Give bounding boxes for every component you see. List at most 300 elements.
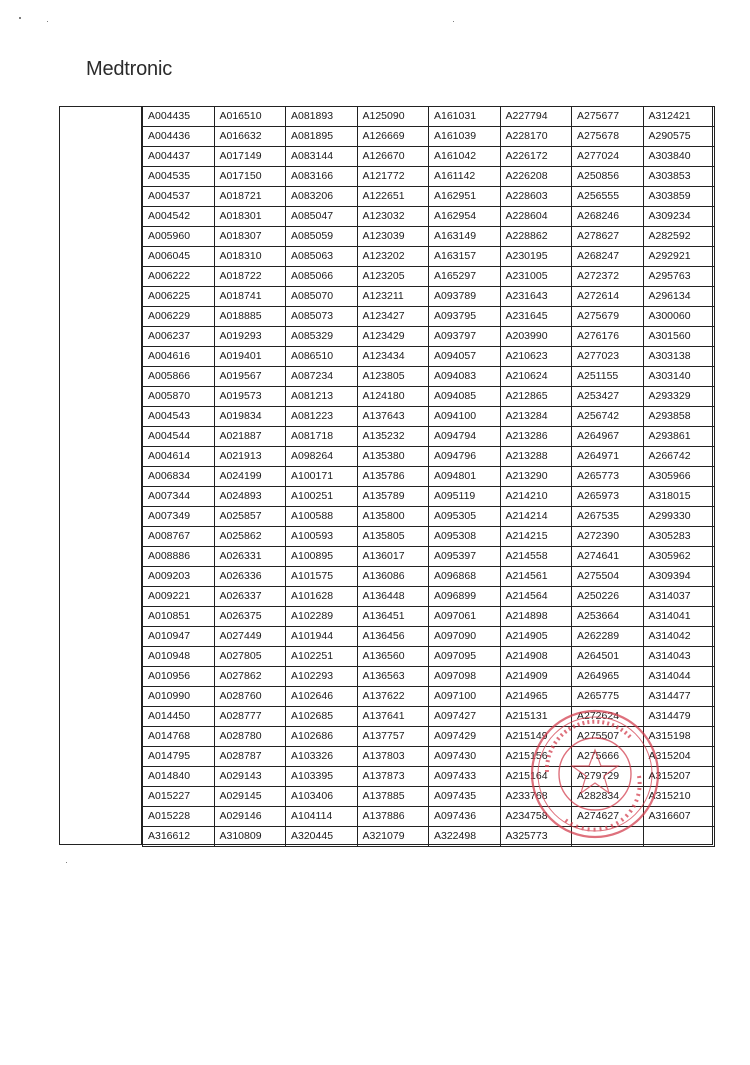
table-row	[143, 387, 715, 407]
table-cell: A004435	[143, 107, 215, 127]
table-cell: A085047	[286, 207, 358, 227]
table-cell: A019573	[214, 387, 286, 407]
table-cell: A314042	[643, 627, 715, 647]
table-cell: A097430	[429, 747, 501, 767]
table-cell: A025857	[214, 507, 286, 527]
table-cell: A251155	[572, 367, 644, 387]
table-cell: A290575	[643, 127, 715, 147]
table-row	[143, 487, 715, 507]
table-cell: A315198	[643, 727, 715, 747]
table-cell: A093795	[429, 307, 501, 327]
table-cell: A264967	[572, 427, 644, 447]
table-cell: A215164	[500, 767, 572, 787]
table-cell: A212865	[500, 387, 572, 407]
table-cell: A228170	[500, 127, 572, 147]
table-cell: A083206	[286, 187, 358, 207]
table-cell: A136086	[357, 567, 429, 587]
table-cell: A094796	[429, 447, 501, 467]
table-cell: A275677	[572, 107, 644, 127]
table-cell: A314043	[643, 647, 715, 667]
table-cell: A161042	[429, 147, 501, 167]
table-cell: A135380	[357, 447, 429, 467]
table-cell: A253664	[572, 607, 644, 627]
table-cell: A085070	[286, 287, 358, 307]
table-cell: A004437	[143, 147, 215, 167]
table-cell: A010990	[143, 687, 215, 707]
table-cell: A265775	[572, 687, 644, 707]
table-cell: A008886	[143, 547, 215, 567]
table-cell: A081895	[286, 127, 358, 147]
table-cell: A314037	[643, 587, 715, 607]
table-cell: A097429	[429, 727, 501, 747]
table-cell: A094801	[429, 467, 501, 487]
table-cell: A096899	[429, 587, 501, 607]
table-row	[143, 747, 715, 767]
table-cell: A085063	[286, 247, 358, 267]
table-cell: A231643	[500, 287, 572, 307]
table-cell: A098264	[286, 447, 358, 467]
table-cell: A275679	[572, 307, 644, 327]
table-cell: A213290	[500, 467, 572, 487]
table-cell: A094083	[429, 367, 501, 387]
table-cell: A027449	[214, 627, 286, 647]
table-cell: A081893	[286, 107, 358, 127]
table-cell: A278627	[572, 227, 644, 247]
table-cell: A029143	[214, 767, 286, 787]
table-cell: A083144	[286, 147, 358, 167]
table-cell: A165297	[429, 267, 501, 287]
table-cell: A228862	[500, 227, 572, 247]
table-cell: A268246	[572, 207, 644, 227]
table-cell: A028787	[214, 747, 286, 767]
table-cell: A266742	[643, 447, 715, 467]
table-cell: A095305	[429, 507, 501, 527]
table-cell: A028780	[214, 727, 286, 747]
table-cell: A301560	[643, 327, 715, 347]
table-cell: A214210	[500, 487, 572, 507]
table-cell: A018310	[214, 247, 286, 267]
table-row	[143, 807, 715, 827]
table-cell: A097433	[429, 767, 501, 787]
table-cell: A015227	[143, 787, 215, 807]
table-cell: A267535	[572, 507, 644, 527]
table-cell: A019567	[214, 367, 286, 387]
table-cell: A021887	[214, 427, 286, 447]
table-cell: A018301	[214, 207, 286, 227]
table-cell: A214561	[500, 567, 572, 587]
table-cell: A123805	[357, 367, 429, 387]
table-cell: A100251	[286, 487, 358, 507]
table-cell: A215131	[500, 707, 572, 727]
table-cell: A282834	[572, 787, 644, 807]
table-cell: A135805	[357, 527, 429, 547]
table-cell: A005960	[143, 227, 215, 247]
table-cell: A028760	[214, 687, 286, 707]
table-row	[143, 187, 715, 207]
table-cell: A228604	[500, 207, 572, 227]
table-cell: A305966	[643, 467, 715, 487]
table-row	[143, 367, 715, 387]
table-cell: A210623	[500, 347, 572, 367]
table-row	[143, 827, 715, 847]
table-row	[143, 107, 715, 127]
table-cell: A213286	[500, 427, 572, 447]
table-cell: A314479	[643, 707, 715, 727]
table-cell: A300060	[643, 307, 715, 327]
table-row	[143, 687, 715, 707]
table-cell: A293858	[643, 407, 715, 427]
table-cell: A303138	[643, 347, 715, 367]
table-cell: A016632	[214, 127, 286, 147]
table-cell: A210624	[500, 367, 572, 387]
table-cell: A214564	[500, 587, 572, 607]
table-cell: A214965	[500, 687, 572, 707]
medtronic-logo: Medtronic	[86, 58, 173, 80]
table-cell: A277023	[572, 347, 644, 367]
table-cell: A008767	[143, 527, 215, 547]
table-cell: A213288	[500, 447, 572, 467]
table-cell: A014795	[143, 747, 215, 767]
table-cell: A215149	[500, 727, 572, 747]
table-cell: A009203	[143, 567, 215, 587]
table-cell: A097061	[429, 607, 501, 627]
table-cell: A102293	[286, 667, 358, 687]
table-cell: A214558	[500, 547, 572, 567]
table-cell: A014840	[143, 767, 215, 787]
table-cell: A005870	[143, 387, 215, 407]
table-cell: A006237	[143, 327, 215, 347]
table-cell: A305283	[643, 527, 715, 547]
table-cell: A136451	[357, 607, 429, 627]
table-cell: A230195	[500, 247, 572, 267]
table-cell: A006222	[143, 267, 215, 287]
table-cell: A161031	[429, 107, 501, 127]
table-cell: A253427	[572, 387, 644, 407]
table-row	[143, 207, 715, 227]
table-row	[143, 587, 715, 607]
table-cell: A137886	[357, 807, 429, 827]
table-cell: A100171	[286, 467, 358, 487]
table-row	[143, 527, 715, 547]
table-cell: A104114	[286, 807, 358, 827]
table-cell: A282592	[643, 227, 715, 247]
table-cell: A303140	[643, 367, 715, 387]
table-cell: A004544	[143, 427, 215, 447]
table-cell: A017149	[214, 147, 286, 167]
table-cell: A100593	[286, 527, 358, 547]
table-cell: A310809	[214, 827, 286, 847]
table-cell: A161142	[429, 167, 501, 187]
table-cell: A097095	[429, 647, 501, 667]
table-cell: A081213	[286, 387, 358, 407]
table-cell: A293861	[643, 427, 715, 447]
table-cell: A320445	[286, 827, 358, 847]
table-cell: A122651	[357, 187, 429, 207]
table-cell: A094100	[429, 407, 501, 427]
table-cell: A081223	[286, 407, 358, 427]
table-cell: A010947	[143, 627, 215, 647]
blank-left-column	[60, 107, 142, 844]
table-cell: A094085	[429, 387, 501, 407]
table-cell: A123202	[357, 247, 429, 267]
table-cell: A026336	[214, 567, 286, 587]
table-cell: A272390	[572, 527, 644, 547]
table-cell: A004616	[143, 347, 215, 367]
table-cell: A029145	[214, 787, 286, 807]
table-cell: A137873	[357, 767, 429, 787]
table-cell: A275504	[572, 567, 644, 587]
codes-table-body	[143, 107, 715, 847]
table-row	[143, 727, 715, 747]
table-row	[143, 467, 715, 487]
table-cell: A136017	[357, 547, 429, 567]
table-cell: A309234	[643, 207, 715, 227]
table-cell: A162954	[429, 207, 501, 227]
table-cell: A318015	[643, 487, 715, 507]
codes-table	[142, 106, 715, 847]
table-cell: A024893	[214, 487, 286, 507]
table-cell: A021913	[214, 447, 286, 467]
table-cell: A250856	[572, 167, 644, 187]
table-cell: A227794	[500, 107, 572, 127]
table-cell: A123427	[357, 307, 429, 327]
table-cell: A262289	[572, 627, 644, 647]
table-cell: A135232	[357, 427, 429, 447]
table-cell: A014450	[143, 707, 215, 727]
table-cell: A274641	[572, 547, 644, 567]
table-cell: A137622	[357, 687, 429, 707]
table-cell: A315207	[643, 767, 715, 787]
scan-speck	[66, 862, 67, 863]
table-cell: A295763	[643, 267, 715, 287]
table-row	[143, 787, 715, 807]
table-cell: A163149	[429, 227, 501, 247]
table-cell: A029146	[214, 807, 286, 827]
table-cell: A101575	[286, 567, 358, 587]
table-cell: A303853	[643, 167, 715, 187]
table-cell: A136560	[357, 647, 429, 667]
table-cell: A097098	[429, 667, 501, 687]
table-cell: A027805	[214, 647, 286, 667]
table-cell: A102686	[286, 727, 358, 747]
table-cell: A265973	[572, 487, 644, 507]
table-cell: A018722	[214, 267, 286, 287]
table-cell: A312421	[643, 107, 715, 127]
table-cell: A025862	[214, 527, 286, 547]
table-cell: A321079	[357, 827, 429, 847]
table-cell: A095397	[429, 547, 501, 567]
table-cell: A010956	[143, 667, 215, 687]
table-cell: A007349	[143, 507, 215, 527]
table-cell: A004436	[143, 127, 215, 147]
table-cell: A303840	[643, 147, 715, 167]
table-cell: A137643	[357, 407, 429, 427]
table-cell: A010851	[143, 607, 215, 627]
table-row	[143, 127, 715, 147]
table-row	[143, 227, 715, 247]
table-cell: A314041	[643, 607, 715, 627]
table-cell: A024199	[214, 467, 286, 487]
table-cell: A316607	[643, 807, 715, 827]
table-cell: A019293	[214, 327, 286, 347]
table-cell: A279729	[572, 767, 644, 787]
table-cell: A085073	[286, 307, 358, 327]
table-cell: A015228	[143, 807, 215, 827]
table-cell: A123039	[357, 227, 429, 247]
table-cell: A264971	[572, 447, 644, 467]
table-cell: A010948	[143, 647, 215, 667]
table-cell: A018741	[214, 287, 286, 307]
table-cell: A101944	[286, 627, 358, 647]
table-cell: A096868	[429, 567, 501, 587]
table-cell: A135800	[357, 507, 429, 527]
table-cell: A215156	[500, 747, 572, 767]
scan-speck	[47, 21, 48, 22]
table-cell: A315204	[643, 747, 715, 767]
table-cell: A103406	[286, 787, 358, 807]
codes-sheet	[59, 106, 713, 845]
table-cell: A018307	[214, 227, 286, 247]
table-cell: A264501	[572, 647, 644, 667]
table-cell: A123429	[357, 327, 429, 347]
table-cell: A296134	[643, 287, 715, 307]
table-cell: A137885	[357, 787, 429, 807]
table-row	[143, 667, 715, 687]
table-cell: A250226	[572, 587, 644, 607]
table-cell: A094794	[429, 427, 501, 447]
table-cell: A226172	[500, 147, 572, 167]
table-cell: A027862	[214, 667, 286, 687]
table-cell: A018885	[214, 307, 286, 327]
table-cell: A275678	[572, 127, 644, 147]
table-cell: A325773	[500, 827, 572, 847]
table-cell: A007344	[143, 487, 215, 507]
table-cell: A083166	[286, 167, 358, 187]
table-row	[143, 647, 715, 667]
table-row	[143, 547, 715, 567]
table-row	[143, 287, 715, 307]
table-cell: A214898	[500, 607, 572, 627]
table-cell: A265773	[572, 467, 644, 487]
table-cell: A100895	[286, 547, 358, 567]
table-cell: A103395	[286, 767, 358, 787]
table-cell: A094057	[429, 347, 501, 367]
table-cell: A137641	[357, 707, 429, 727]
table-cell: A097090	[429, 627, 501, 647]
table-cell: A102685	[286, 707, 358, 727]
table-cell: A095119	[429, 487, 501, 507]
table-cell: A136456	[357, 627, 429, 647]
table-cell: A101628	[286, 587, 358, 607]
table-cell: A214905	[500, 627, 572, 647]
table-cell: A100588	[286, 507, 358, 527]
table-cell: A123434	[357, 347, 429, 367]
table-cell: A309394	[643, 567, 715, 587]
table-cell: A016510	[214, 107, 286, 127]
table-cell: A136448	[357, 587, 429, 607]
table-cell: A006834	[143, 467, 215, 487]
table-cell: A214215	[500, 527, 572, 547]
table-cell: A277024	[572, 147, 644, 167]
table-cell: A102251	[286, 647, 358, 667]
table-cell: A299330	[643, 507, 715, 527]
table-cell: A256555	[572, 187, 644, 207]
table-cell: A303859	[643, 187, 715, 207]
table-cell: A276176	[572, 327, 644, 347]
table-cell: A005866	[143, 367, 215, 387]
table-cell: A124180	[357, 387, 429, 407]
table-cell: A026331	[214, 547, 286, 567]
table-cell: A231005	[500, 267, 572, 287]
table-cell: A087234	[286, 367, 358, 387]
table-cell: A136563	[357, 667, 429, 687]
table-cell: A231645	[500, 307, 572, 327]
table-row	[143, 327, 715, 347]
table-row	[143, 707, 715, 727]
table-row	[143, 307, 715, 327]
table-row	[143, 247, 715, 267]
table-cell: A026375	[214, 607, 286, 627]
table-cell: A268247	[572, 247, 644, 267]
table-row	[143, 167, 715, 187]
table-cell: A228603	[500, 187, 572, 207]
table-cell: A017150	[214, 167, 286, 187]
table-cell: A214908	[500, 647, 572, 667]
table-row	[143, 407, 715, 427]
table-cell: A097100	[429, 687, 501, 707]
table-cell: A314477	[643, 687, 715, 707]
table-cell: A004614	[143, 447, 215, 467]
table-cell: A135786	[357, 467, 429, 487]
table-cell: A097435	[429, 787, 501, 807]
table-cell: A274627	[572, 807, 644, 827]
table-cell: A161039	[429, 127, 501, 147]
table-row	[143, 427, 715, 447]
table-cell: A264965	[572, 667, 644, 687]
table-cell	[572, 827, 644, 847]
table-cell: A018721	[214, 187, 286, 207]
table-cell: A004543	[143, 407, 215, 427]
table-row	[143, 507, 715, 527]
table-cell: A272614	[572, 287, 644, 307]
table-cell: A137803	[357, 747, 429, 767]
table-cell: A019401	[214, 347, 286, 367]
table-cell: A233768	[500, 787, 572, 807]
table-cell: A214214	[500, 507, 572, 527]
table-row	[143, 767, 715, 787]
table-cell: A123032	[357, 207, 429, 227]
table-cell: A322498	[429, 827, 501, 847]
table-cell: A103326	[286, 747, 358, 767]
table-cell: A004535	[143, 167, 215, 187]
table-cell: A214909	[500, 667, 572, 687]
table-cell: A102646	[286, 687, 358, 707]
table-cell: A272372	[572, 267, 644, 287]
table-cell: A102289	[286, 607, 358, 627]
table-cell: A028777	[214, 707, 286, 727]
table-cell: A213284	[500, 407, 572, 427]
table-row	[143, 567, 715, 587]
table-cell: A093797	[429, 327, 501, 347]
table-cell: A085059	[286, 227, 358, 247]
table-cell: A125090	[357, 107, 429, 127]
table-cell: A137757	[357, 727, 429, 747]
table-cell: A292921	[643, 247, 715, 267]
table-cell: A126670	[357, 147, 429, 167]
table-cell: A004542	[143, 207, 215, 227]
table-cell: A234758	[500, 807, 572, 827]
table-cell: A163157	[429, 247, 501, 267]
